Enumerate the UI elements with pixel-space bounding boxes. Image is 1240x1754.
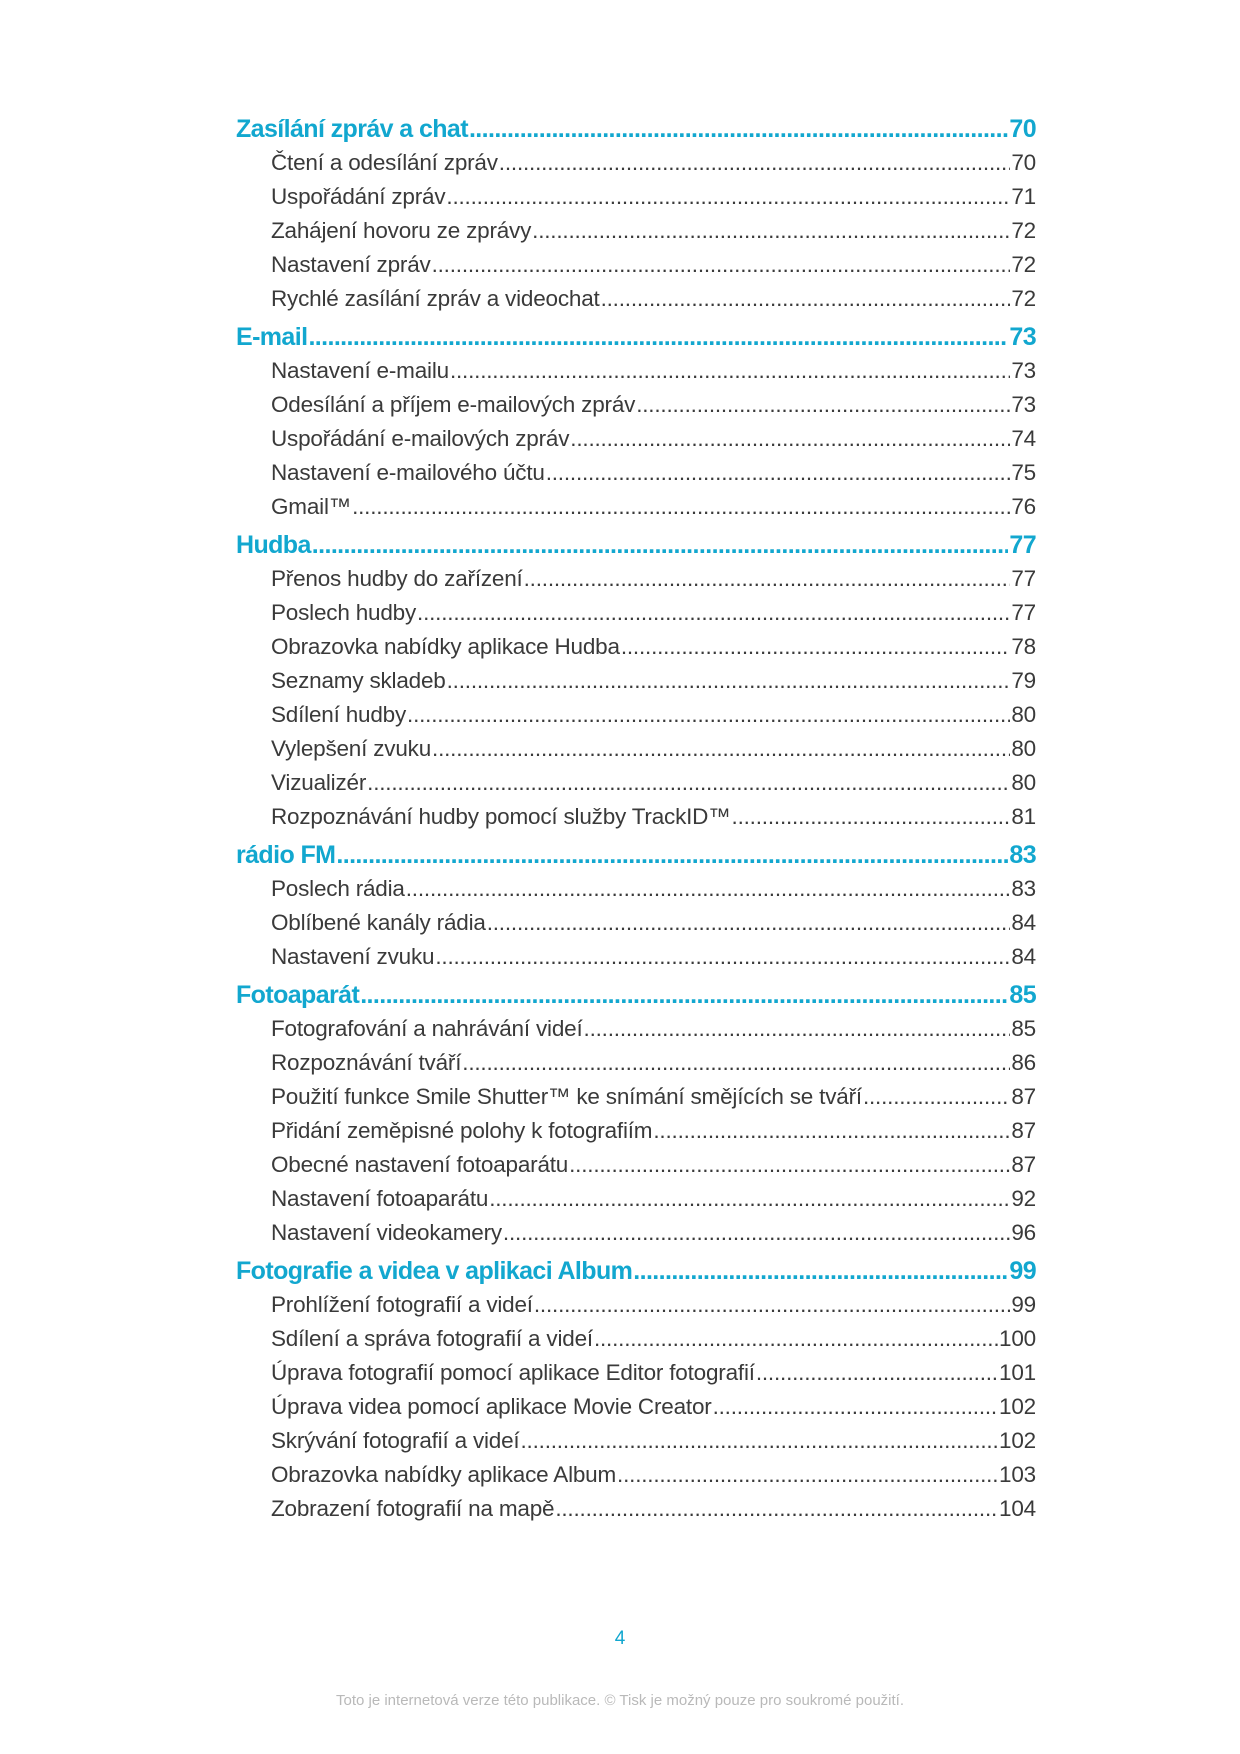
toc-entry-title: Obrazovka nabídky aplikace Album xyxy=(271,1462,617,1487)
toc-entry-title: Nastavení e-mailu xyxy=(271,358,449,383)
toc-heading-page: 73 xyxy=(1009,323,1036,351)
toc-heading[interactable] xyxy=(236,321,1036,354)
dot-leader xyxy=(594,1322,998,1356)
toc-section xyxy=(236,839,1036,974)
toc-entry-title: Poslech hudby xyxy=(271,600,417,625)
toc-entry-title: Použití funkce Smile Shutter™ ke snímání smějících se tváří xyxy=(271,1084,862,1109)
toc-heading-title: rádio FM xyxy=(236,841,336,869)
toc-entry-title: Seznamy skladeb xyxy=(271,668,446,693)
toc-entry[interactable] xyxy=(236,800,1036,834)
dot-leader xyxy=(499,146,1011,180)
dot-leader xyxy=(524,562,1011,596)
toc-entry-title: Uspořádání zpráv xyxy=(271,184,446,209)
toc-entry-page: 96 xyxy=(1011,1220,1036,1245)
toc-entry[interactable] xyxy=(236,1148,1036,1182)
toc-entry-title: Sdílení hudby xyxy=(271,702,407,727)
toc-entry[interactable] xyxy=(236,282,1036,316)
toc-entry[interactable] xyxy=(236,1424,1036,1458)
toc-entry-title: Úprava fotografií pomocí aplikace Editor fotografií xyxy=(271,1360,755,1385)
toc-entry-page: 72 xyxy=(1011,252,1036,277)
dot-leader xyxy=(633,1255,1008,1288)
toc-entry-title: Obecné nastavení fotoaparátu xyxy=(271,1152,569,1177)
toc-entry-page: 73 xyxy=(1011,358,1036,383)
toc-entry-title: Vizualizér xyxy=(271,770,367,795)
toc-entry-title: Nastavení videokamery xyxy=(271,1220,502,1245)
toc-entry[interactable] xyxy=(236,732,1036,766)
toc-heading-title: E-mail xyxy=(236,323,308,351)
dot-leader xyxy=(446,180,1010,214)
toc-entry-page: 80 xyxy=(1011,770,1036,795)
dot-leader xyxy=(555,1492,998,1526)
dot-leader xyxy=(487,906,1011,940)
toc-heading-title: Zasílání zpráv a chat xyxy=(236,115,468,143)
toc-entry[interactable] xyxy=(236,766,1036,800)
dot-leader xyxy=(336,839,1008,872)
toc-entry-page: 78 xyxy=(1011,634,1036,659)
toc-entry-page: 72 xyxy=(1011,218,1036,243)
toc-entry-page: 103 xyxy=(999,1462,1036,1487)
toc-entry-page: 76 xyxy=(1011,494,1036,519)
toc-entry[interactable] xyxy=(236,422,1036,456)
toc-entry-title: Gmail™ xyxy=(271,494,352,519)
toc-entry[interactable] xyxy=(236,1012,1036,1046)
toc-entry-title: Nastavení fotoaparátu xyxy=(271,1186,489,1211)
toc-entry-page: 81 xyxy=(1011,804,1036,829)
toc-entry-page: 84 xyxy=(1011,944,1036,969)
toc-entry[interactable] xyxy=(236,1288,1036,1322)
dot-leader xyxy=(732,800,1011,834)
toc-entry[interactable] xyxy=(236,562,1036,596)
toc-entry-title: Čtení a odesílání zpráv xyxy=(271,150,498,175)
toc-entry[interactable] xyxy=(236,1080,1036,1114)
toc-entry-page: 77 xyxy=(1011,600,1036,625)
toc-entry-title: Skrývání fotografií a videí xyxy=(271,1428,520,1453)
dot-leader xyxy=(432,732,1010,766)
toc-section xyxy=(236,1255,1036,1526)
dot-leader xyxy=(435,940,1010,974)
toc-entry-title: Zobrazení fotografií na mapě xyxy=(271,1496,555,1521)
toc-entry-page: 70 xyxy=(1011,150,1036,175)
toc-entry-title: Úprava videa pomocí aplikace Movie Creator xyxy=(271,1394,712,1419)
toc-entry[interactable] xyxy=(236,596,1036,630)
dot-leader xyxy=(621,630,1011,664)
toc-entry-title: Oblíbené kanály rádia xyxy=(271,910,486,935)
toc-entry-page: 80 xyxy=(1011,702,1036,727)
toc-entry-page: 102 xyxy=(999,1394,1036,1419)
dot-leader xyxy=(406,872,1011,906)
dot-leader xyxy=(360,979,1008,1012)
toc-entry[interactable] xyxy=(236,456,1036,490)
toc-heading[interactable] xyxy=(236,1255,1036,1288)
toc-entry-title: Obrazovka nabídky aplikace Hudba xyxy=(271,634,620,659)
dot-leader xyxy=(584,1012,1011,1046)
toc-entry-title: Poslech rádia xyxy=(271,876,405,901)
toc-entry-title: Nastavení zvuku xyxy=(271,944,435,969)
dot-leader xyxy=(617,1458,998,1492)
toc-heading-page: 85 xyxy=(1009,981,1036,1009)
toc-entry[interactable] xyxy=(236,1216,1036,1250)
toc-entry-title: Vylepšení zvuku xyxy=(271,736,432,761)
dot-leader xyxy=(569,1148,1010,1182)
toc-heading[interactable] xyxy=(236,529,1036,562)
toc-entry-title: Přenos hudby do zařízení xyxy=(271,566,523,591)
dot-leader xyxy=(367,766,1010,800)
toc-entry-page: 72 xyxy=(1011,286,1036,311)
toc-heading-page: 77 xyxy=(1009,531,1036,559)
toc-heading[interactable] xyxy=(236,113,1036,146)
toc-entry-page: 92 xyxy=(1011,1186,1036,1211)
dot-leader xyxy=(308,321,1008,354)
toc-section xyxy=(236,529,1036,834)
dot-leader xyxy=(653,1114,1010,1148)
toc-entry[interactable] xyxy=(236,1182,1036,1216)
toc-entry-page: 100 xyxy=(999,1326,1036,1351)
toc-heading-title: Fotografie a videa v aplikaci Album xyxy=(236,1257,633,1285)
toc-entry[interactable] xyxy=(236,1114,1036,1148)
toc-entry-title: Nastavení zpráv xyxy=(271,252,431,277)
toc-entry[interactable] xyxy=(236,354,1036,388)
toc-entry-page: 75 xyxy=(1011,460,1036,485)
toc-entry[interactable] xyxy=(236,388,1036,422)
toc-entry-page: 77 xyxy=(1011,566,1036,591)
dot-leader xyxy=(520,1424,998,1458)
toc-entry[interactable] xyxy=(236,248,1036,282)
dot-leader xyxy=(432,248,1011,282)
toc-entry-page: 87 xyxy=(1011,1118,1036,1143)
table-of-contents xyxy=(236,113,1036,1526)
toc-entry-page: 104 xyxy=(999,1496,1036,1521)
dot-leader xyxy=(407,698,1010,732)
toc-entry-page: 83 xyxy=(1011,876,1036,901)
toc-entry-title: Odesílání a příjem e-mailových zpráv xyxy=(271,392,636,417)
toc-entry[interactable] xyxy=(236,1458,1036,1492)
toc-heading-page: 83 xyxy=(1009,841,1036,869)
toc-entry[interactable] xyxy=(236,940,1036,974)
page-number: 4 xyxy=(614,1628,626,1649)
dot-leader xyxy=(447,664,1011,698)
toc-entry[interactable] xyxy=(236,180,1036,214)
toc-heading[interactable] xyxy=(236,839,1036,872)
dot-leader xyxy=(636,388,1010,422)
toc-entry[interactable] xyxy=(236,1390,1036,1424)
toc-entry-title: Prohlížení fotografií a videí xyxy=(271,1292,533,1317)
toc-entry-title: Rychlé zasílání zpráv a videochat xyxy=(271,286,600,311)
toc-entry-title: Zahájení hovoru ze zprávy xyxy=(271,218,532,243)
dot-leader xyxy=(534,1288,1011,1322)
toc-entry-page: 79 xyxy=(1011,668,1036,693)
dot-leader xyxy=(532,214,1010,248)
dot-leader xyxy=(546,456,1011,490)
dot-leader xyxy=(489,1182,1010,1216)
toc-heading-page: 70 xyxy=(1009,115,1036,143)
dot-leader xyxy=(713,1390,998,1424)
toc-entry-page: 73 xyxy=(1011,392,1036,417)
toc-section xyxy=(236,113,1036,316)
dot-leader xyxy=(462,1046,1010,1080)
toc-entry[interactable] xyxy=(236,906,1036,940)
toc-entry-page: 71 xyxy=(1011,184,1036,209)
toc-heading-title: Fotoaparát xyxy=(236,981,360,1009)
toc-heading-page: 99 xyxy=(1009,1257,1036,1285)
toc-entry-page: 99 xyxy=(1011,1292,1036,1317)
toc-entry-page: 80 xyxy=(1011,736,1036,761)
dot-leader xyxy=(756,1356,998,1390)
toc-section xyxy=(236,321,1036,524)
dot-leader xyxy=(469,113,1008,146)
toc-entry[interactable] xyxy=(236,1322,1036,1356)
toc-entry-page: 87 xyxy=(1011,1152,1036,1177)
dot-leader xyxy=(417,596,1010,630)
footer-note: Toto je internetová verze této publikace. © Tisk je možný pouze pro soukromé použití. xyxy=(335,1692,904,1709)
toc-entry[interactable] xyxy=(236,698,1036,732)
toc-heading-title: Hudba xyxy=(236,531,311,559)
toc-entry-title: Fotografování a nahrávání videí xyxy=(271,1016,583,1041)
dot-leader xyxy=(601,282,1011,316)
toc-entry-page: 86 xyxy=(1011,1050,1036,1075)
toc-entry[interactable] xyxy=(236,490,1036,524)
dot-leader xyxy=(863,1080,1010,1114)
toc-entry-title: Přidání zeměpisné polohy k fotografiím xyxy=(271,1118,653,1143)
toc-entry-page: 102 xyxy=(999,1428,1036,1453)
toc-section xyxy=(236,979,1036,1250)
toc-entry[interactable] xyxy=(236,146,1036,180)
toc-entry[interactable] xyxy=(236,1492,1036,1526)
toc-entry-title: Nastavení e-mailového účtu xyxy=(271,460,545,485)
toc-entry-title: Rozpoznávání hudby pomocí služby TrackID™ xyxy=(271,804,731,829)
toc-heading[interactable] xyxy=(236,979,1036,1012)
toc-entry-title: Rozpoznávání tváří xyxy=(271,1050,462,1075)
toc-entry-page: 87 xyxy=(1011,1084,1036,1109)
toc-entry-page: 74 xyxy=(1011,426,1036,451)
dot-leader xyxy=(450,354,1010,388)
dot-leader xyxy=(570,422,1010,456)
toc-entry[interactable] xyxy=(236,872,1036,906)
dot-leader xyxy=(312,529,1009,562)
toc-entry[interactable] xyxy=(236,1356,1036,1390)
toc-entry[interactable] xyxy=(236,630,1036,664)
toc-entry-title: Uspořádání e-mailových zpráv xyxy=(271,426,570,451)
toc-entry-page: 85 xyxy=(1011,1016,1036,1041)
toc-entry[interactable] xyxy=(236,214,1036,248)
toc-entry-page: 101 xyxy=(999,1360,1036,1385)
toc-entry-page: 84 xyxy=(1011,910,1036,935)
dot-leader xyxy=(503,1216,1010,1250)
dot-leader xyxy=(352,490,1010,524)
toc-entry[interactable] xyxy=(236,1046,1036,1080)
toc-entry-title: Sdílení a správa fotografií a videí xyxy=(271,1326,593,1351)
toc-entry[interactable] xyxy=(236,664,1036,698)
